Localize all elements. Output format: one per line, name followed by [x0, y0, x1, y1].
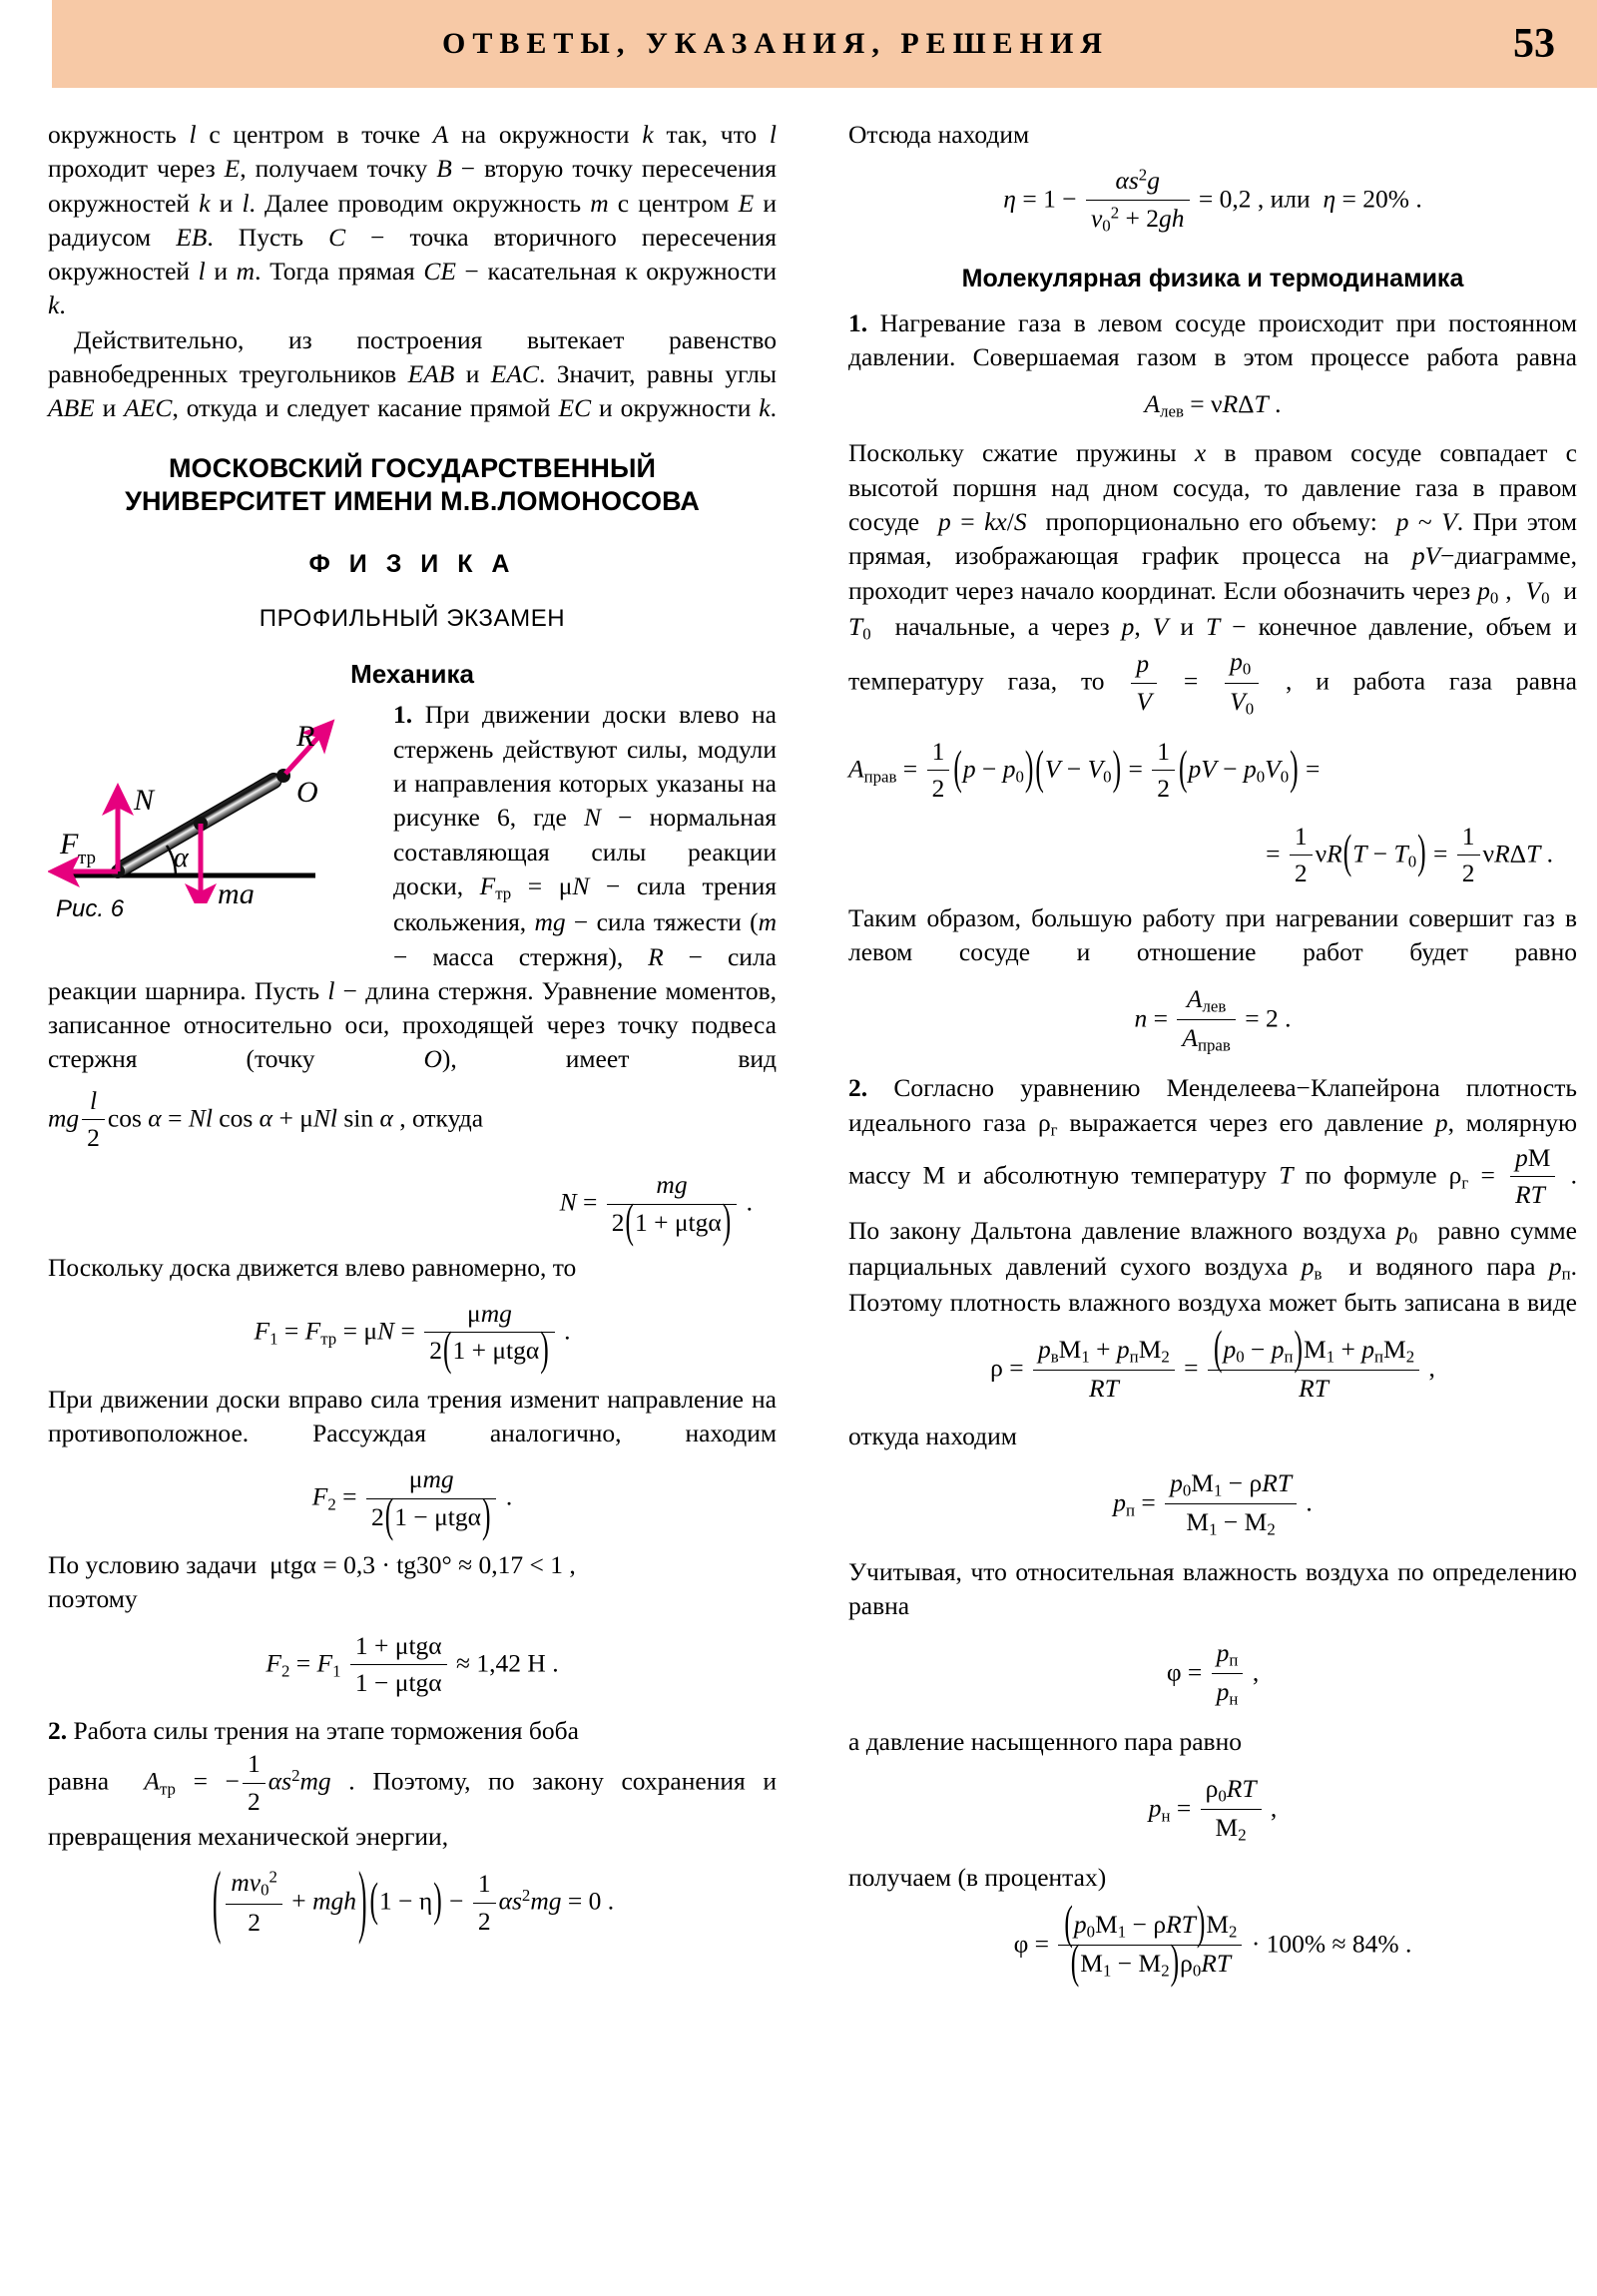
equation-eta: η = 1 − $\frac{\alpha s^2g}{v_0^2 + 2gh}$ = 0,2 , или η = 20% . — [1003, 165, 1422, 236]
exam-type-heading: ПРОФИЛЬНЫЙ ЭКЗАМЕН — [259, 605, 566, 633]
page-number: 53 — [1513, 21, 1555, 67]
label-F-friction: F — [60, 828, 79, 861]
problem-2-paragraph: 2. Работа силы трения на этапе торможения боба — [48, 1716, 579, 1746]
label-alpha: α — [174, 843, 189, 874]
paragraph-condition: По условию задачи μtgα = 0,3 · tg30° ≈ 0,17 < 1 , — [48, 1549, 576, 1579]
label-N: N — [134, 784, 155, 818]
label-F-friction-sub: тр — [78, 848, 97, 869]
university-heading — [48, 452, 777, 518]
paragraph-dalton: По закону Дальтона давление влажного воздуха $p_0$ равно сумме парциальных давлений сухого воздуха $p_в$ и водяного пара $p_п$. Поэтому плотность влажного воздуха может быть записана в виде — [848, 1215, 1578, 1318]
figure-6-drawing — [48, 704, 377, 903]
right-problem-2-number: 2. — [848, 1073, 868, 1103]
problem-2-number: 2. — [48, 1716, 68, 1746]
equation-N-value: N = $\frac{mg}{\text{2(1 + μtgα)}}$ . — [559, 1170, 753, 1248]
left-column — [48, 118, 777, 1954]
paragraph-conclusion: Таким образом, большую работу при нагревании совершит газ в левом сосуде и отношение работ будет равно — [848, 903, 1577, 967]
right-problem-2-paragraph: 2. Согласно уравнению Менделеева−Клапейрона плотность идеального газа $\rho_г$ выражается через его давление p, молярную массу М и абсолютную температуру T по формуле $\rho_г$ = $\frac{pМ}{RT}$ . — [848, 1073, 1578, 1210]
subject-heading: Ф И З И К А — [308, 549, 516, 578]
paragraph-humidity: Учитывая, что относительная влажность воздуха по определению равна — [848, 1557, 1577, 1621]
label-O: O — [296, 776, 318, 810]
equation-A-prav-line1: $A_{прав}$ = $\frac{1}{2}$ $(p - p_0)(V - V_0)$ = $\frac{1}{2}$ $(pV - p_0V_0)$ = — [848, 736, 1321, 804]
equation-A-lev: $A_{лев} = \nu R\Delta T$ . — [1144, 389, 1282, 421]
equation-n-ratio: n = $\frac{A_{лев}}{A_{прав}}$ = 2 . — [1134, 983, 1292, 1055]
geometry-paragraph-1: окружность l с центром в точке A на окружности k так, что l проходит через E, получаем точку B − вторую точку пересечения окружностей k и l. Далее проводим окружность m с центром E и радиусом EB. Пусть C − точка вторичного пересечения окружностей l и m. Тогда прямая CE − касательная к окружности k. — [48, 120, 777, 320]
figure-caption: Рис. 6 — [56, 895, 125, 923]
paragraph-uniform-motion: Поскольку доска движется влево равномерно, то — [48, 1252, 577, 1282]
geometry-paragraph-2: Действительно, из построения вытекает равенство равнобедренных треугольников EAB и EAC. Значит, равны углы ABE и AEC, откуда и следует касание прямой EC и окружности k. — [48, 324, 777, 423]
problem-2-paragraph-b: равна $A_{тр}$ = − $\frac{1}{2}$ $\alpha s^2mg$ . Поэтому, по закону сохранения и превращения механической энергии, — [48, 1749, 778, 1852]
equation-moments: mg $\frac{l}{2}$ cos α = Nl cos α + μNl sin α , откуда — [48, 1085, 484, 1152]
equation-F2-ratio: $F_2 = F_1$ $\frac{\text{1 + μtgα}}{\text{1 − μtgα}}$ ≈ 1,42 Н . — [266, 1630, 559, 1697]
equation-phi-simple: φ = $\frac{p_п}{p_н}$ , — [1166, 1637, 1260, 1709]
equation-p-n: $p_н$ = $\frac{\rho_0RT}{М_2}$ , — [1148, 1773, 1278, 1845]
topic-heading-mechanics: Механика — [350, 659, 474, 690]
paragraph-saturated: а давление насыщенного пара равно — [848, 1727, 1242, 1757]
equation-F2: $F_2$ = $\frac{\text{μmg}}{\text{2(1 − μtgα)}}$ . — [311, 1464, 513, 1542]
paragraph-percent: получаем (в процентах) — [848, 1863, 1107, 1893]
equation-p-p: $p_п$ = $\frac{p_0М_1 - \rho RT}{М_1 - М_2}$ . — [1113, 1467, 1313, 1539]
paragraph-right-motion: При движении доски вправо сила трения изменит направление на противоположное. Рассуждая аналогично, находим — [48, 1384, 777, 1448]
equation-A-prav-line2: = $\frac{1}{2}$ $\nu R(T - T_0)$ = $\frac{1}{2}$ νRΔT . — [1266, 821, 1553, 887]
university-line-1: МОСКОВСКИЙ ГОСУДАРСТВЕННЫЙ — [168, 452, 657, 483]
equation-energy-balance: ( $\frac{mv_0^2}{2}$ + mgh) (1 − η) − $\frac{1}{2}$ $\alpha s^2mg = 0$ . — [212, 1853, 615, 1947]
equation-F1: $F_1 = F_{тр} = \mu N$ = $\frac{\text{μmg}}{\text{2(1 + μtgα)}}$ . — [254, 1299, 571, 1377]
topic-heading-molecular-physics: Молекулярная физика и термодинамика — [961, 264, 1464, 292]
problem-1-number: 1. — [393, 700, 413, 730]
problem-1-paragraph: 1. При движении доски влево на стержень действуют силы, модули и направления которых указаны на рисунке 6, где N − нормальная составляющая силы реакции доски, $F_{тр} = \mu N$ − сила трения скольжения, mg − сила тяжести (m − масса стержня), R − сила реакции шарнира. Пусть l − длина стержня. Уравнение моментов, записанное относительно оси, проходящей через точку подвеса стержня (точку O), имеет вид — [48, 700, 778, 1074]
university-line-2: УНИВЕРСИТЕТ ИМЕНИ М.В.ЛОМОНОСОВА — [125, 485, 700, 516]
equation-rho: ρ = $\frac{p_вМ_1 + p_пМ_2}{RT}$ = $\frac{(p_0 - p_п)М_1 + p_пМ_2}{RT}$ , — [990, 1320, 1435, 1403]
equation-phi-final: φ = $\frac{(p_0М_1 - \rho RT)М_2}{(М_1 - М_2)\rho_0RT}$ · 100% ≈ 84% . — [1013, 1895, 1412, 1989]
paragraph-therefore: поэтому — [48, 1584, 138, 1614]
right-column — [848, 118, 1577, 1997]
paragraph-spring: Поскольку сжатие пружины x в правом сосуде совпадает с высотой поршня над дном сосуда, то давление газа в правом сосуде p = kx/S пропорционально его объему: p ~ V. При этом прямая, изображающая график процесса на pV−диаграмме, проходит через начало координат. Если обозначить через $p_0$ , $V_0$ и $T_0$ начальные, а через p, V и T − конечное давление, объем и температуру газа, то $\frac{p}{V}$ = $\frac{p_0}{V_0}$ , и работа газа равна — [848, 438, 1578, 719]
page-header-band — [52, 0, 1597, 88]
label-R: R — [296, 720, 315, 754]
right-problem-1-number: 1. — [848, 307, 868, 337]
label-mg: mg — [218, 877, 255, 904]
figure-6 — [48, 704, 377, 943]
right-problem-1-paragraph: 1. Нагревание газа в левом сосуде происходит при постоянном давлении. Совершаемая газом в этом процессе работа равна — [848, 307, 1577, 371]
paragraph-hence: откуда находим — [848, 1422, 1017, 1451]
page-header-title: ОТВЕТЫ, УКАЗАНИЯ, РЕШЕНИЯ — [442, 27, 1109, 60]
paragraph-find: Отсюда находим — [848, 120, 1030, 149]
